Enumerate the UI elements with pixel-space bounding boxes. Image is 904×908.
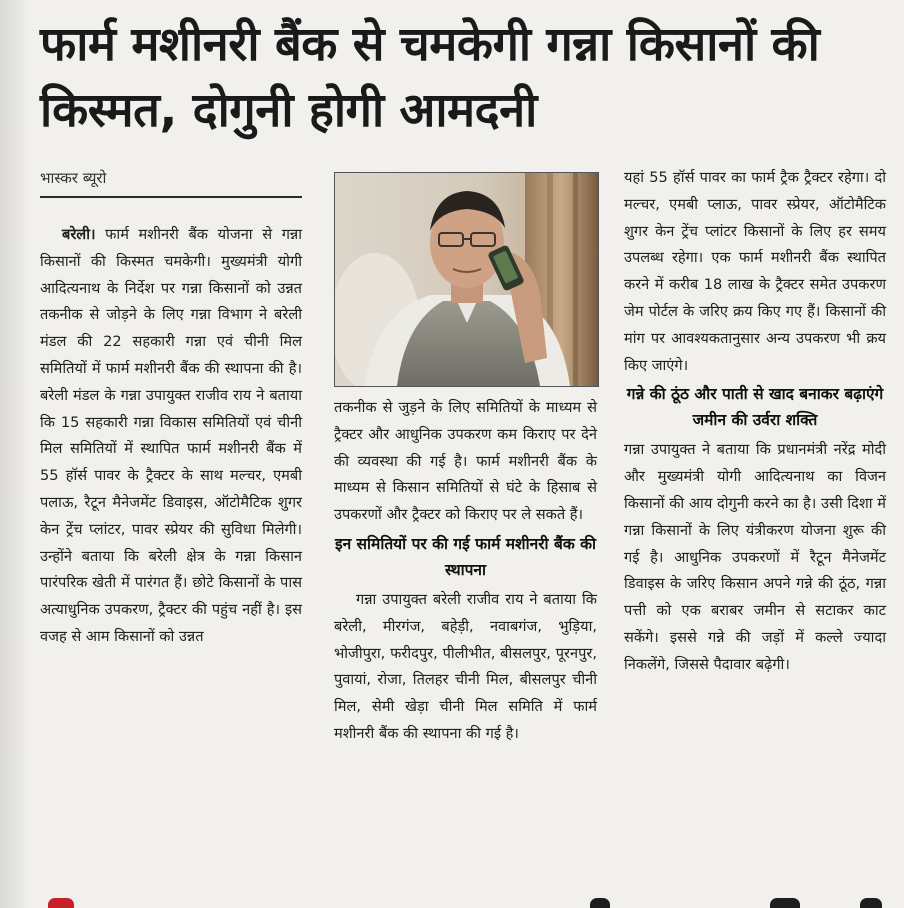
paragraph: गन्ना उपायुक्त बरेली राजीव राय ने बताया कि बरेली, मीरगंज, बहेड़ी, नवाबगंज, भुड़िया, भोजीपुरा, फरीदपुर, पीलीभीत, बीसलपुर, पूरनपुर, पुवायां, रोजा, तिलहर चीनी मिल, बीसलपुर चीनी मिल, सेमी खेड़ा चीनी मिल समिति में फार्म मशीनरी बैंक की स्थापना की गई है। (334, 590, 597, 742)
person-on-phone-photo (335, 173, 598, 386)
paragraph-text: फार्म मशीनरी बैंक योजना से गन्ना किसानों की किस्मत चमकेगी। मुख्यमंत्री योगी आदित्यनाथ के निर्देश पर गन्ना किसानों को उन्नत तकनीक से जोड़ने के लिए गन्ना विभाग ने बरेली मंडल की 22 सहकारी गन्ना एवं चीनी मिल समितियों में फार्म मशीनरी बैंक की स्थापना की है। बरेली मंडल के गन्ना उपायुक्त राजीव राय ने बताया कि 15 सहकारी गन्ना विकास समितियों एवं चीनी मिल समितियों में स्थापित फार्म मशीनरी बैंक में 55 हॉर्स पावर के ट्रैक्टर के साथ मल्चर, एमबी पलाऊ, रैटून मैनेजमेंट डिवाइस, ऑटोमैटिक शुगर केन ट्रेंच प्लांटर, पावर स्प्रेयर की सुविधा मिलेगी। उन्होंने बताया कि बरेली क्षेत्र के गन्ना किसान पारंपरिक खेती में पारंगत हैं। छोटे किसानों के पास अत्याधुनिक उपकरण, ट्रैक्टर की पहुंच नहीं है। इस वजह से आम किसानों को उन्नत (40, 226, 303, 645)
subheading: इन समितियों पर की गई फार्म मशीनरी बैंक की स्थापना (334, 534, 597, 579)
page-edge-shadow (0, 0, 30, 908)
next-article-headline-cut-off (30, 892, 904, 908)
dateline: बरेली। (62, 226, 96, 243)
cut-off-glyph (770, 898, 800, 908)
paragraph: गन्ना उपायुक्त ने बताया कि प्रधानमंत्री नरेंद्र मोदी और मुख्यमंत्री योगी आदित्यनाथ का विजन किसानों की आय दोगुनी करने का है। उसी दिशा में गन्ना किसानों के लिए यंत्रीकरण योजना शुरू की गई है। आधुनिक उपकरणों में रैटून मैनेजमेंट डिवाइस के जरिए किसान अपने गन्ने की ठूंठ, गन्ना पत्ती को एक बराबर जमीन से सटाकर काट सकेंगे। इससे गन्ने की जड़ों में कल्ले ज्यादा निकलेंगे, जिससे पैदावार बढ़ेगी। (624, 441, 886, 673)
paragraph: यहां 55 हॉर्स पावर का फार्म ट्रैक ट्रैक्टर रहेगा। दो मल्चर, एमबी प्लाऊ, पावर स्प्रेयर, ऑटोमैटिक शुगर केन ट्रेंच प्लांटर किसानों के लिए हर समय उपलब्ध रहेगा। एक फार्म मशीनरी बैंक स्थापित करने में करीब 18 लाख के ट्रैक्टर समेत उपकरण जेम पोर्टल के जरिए क्रय किए गए हैं। किसानों की मांग पर आवश्यकतानुसार अन्य उपकरण भी क्रय किए जाएंगे। (624, 169, 886, 374)
paragraph (40, 222, 302, 651)
cut-off-glyph (590, 898, 610, 908)
headline: फार्म मशीनरी बैंक से चमकेगी गन्ना किसानों की किस्मत, दोगुनी होगी आमदनी (40, 17, 820, 138)
article-column-1 (40, 222, 302, 651)
cut-off-glyph (860, 898, 882, 908)
cut-off-glyph (48, 898, 74, 908)
article-photo (334, 172, 599, 387)
subheading: गन्ने की ठूंठ और पाती से खाद बनाकर बढ़ाएंगे जमीन की उर्वरा शक्ति (626, 385, 884, 430)
paragraph: तकनीक से जुड़ने के लिए समितियों के माध्यम से ट्रैक्टर और आधुनिक उपकरण कम किराए पर देने की व्यवस्था की गई है। फार्म मशीनरी बैंक के माध्यम से किसान समितियों से घंटे के हिसाब से उपकरणों और ट्रैक्टर को किराए पर ले सकते हैं। (334, 399, 597, 524)
article-column-3 (624, 165, 886, 679)
byline: भास्कर ब्यूरो (40, 168, 302, 198)
article-column-2 (334, 395, 597, 748)
